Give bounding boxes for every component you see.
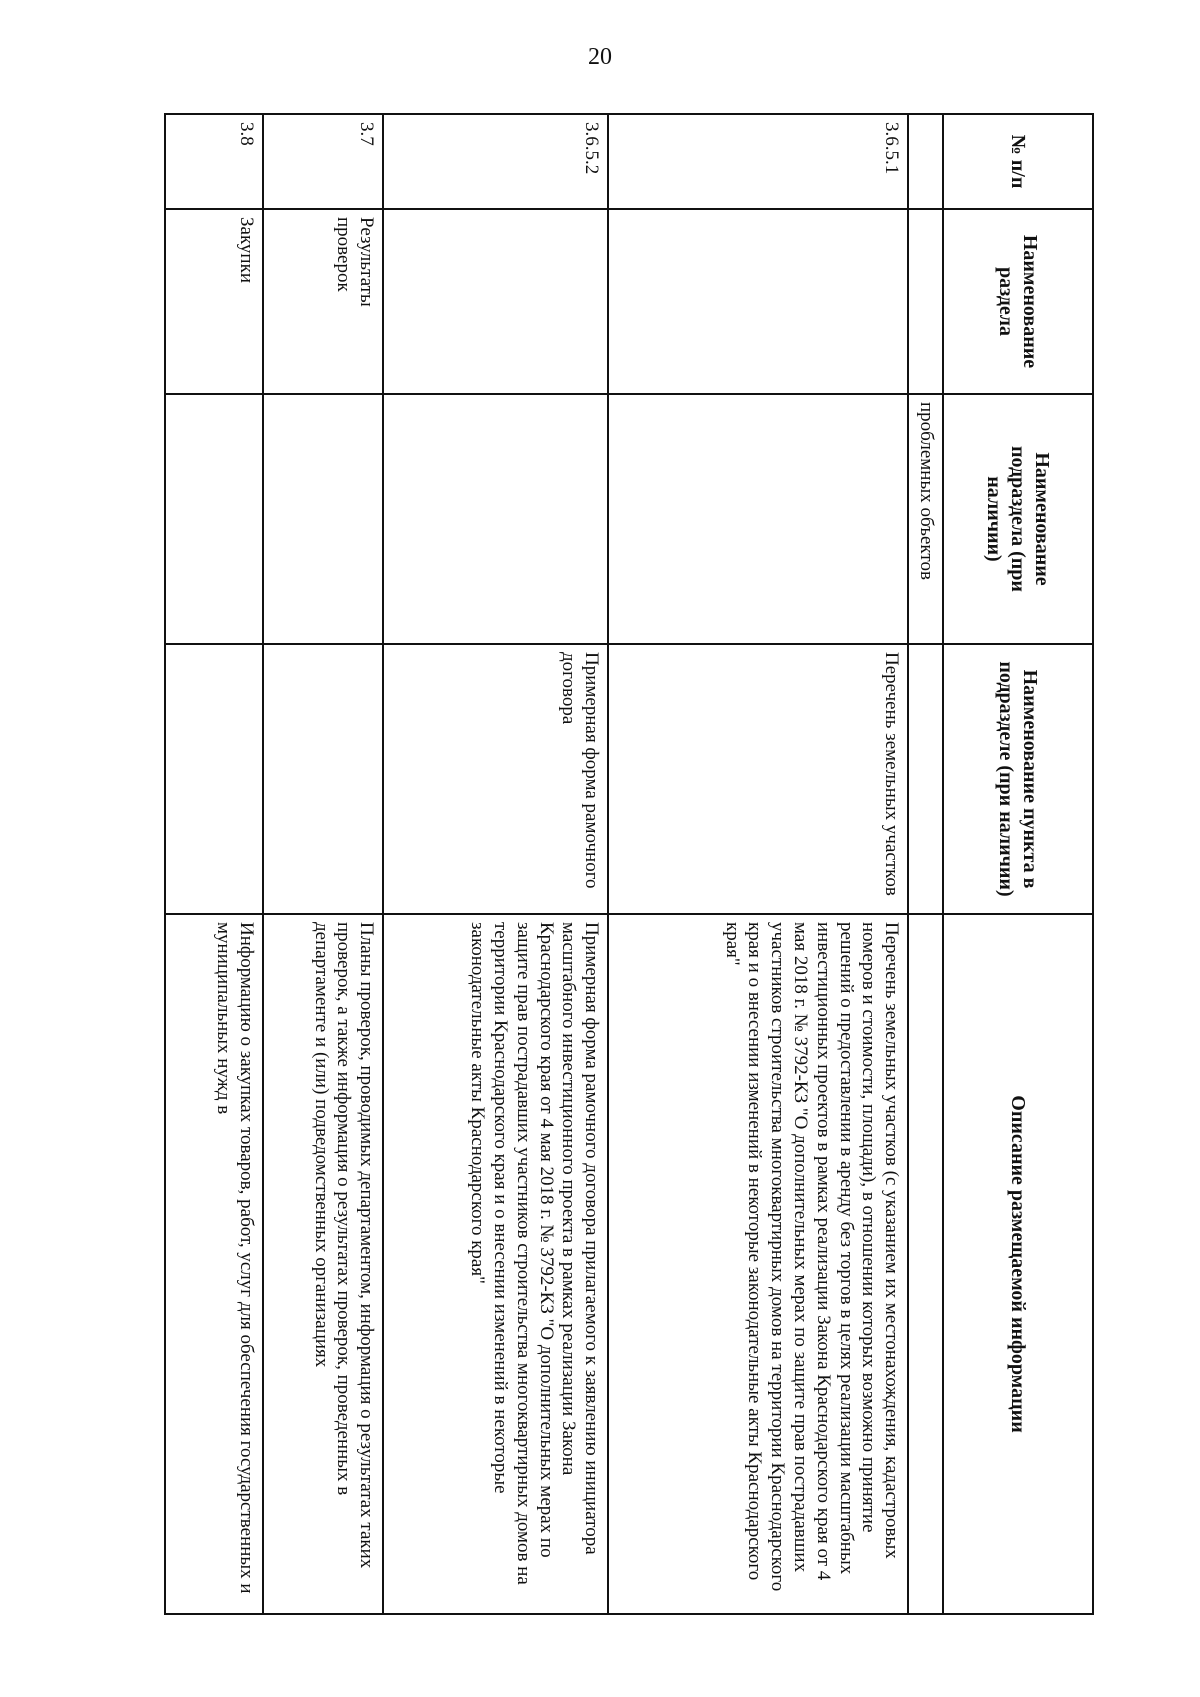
cell-section [383, 209, 608, 394]
header-item: Наименование пункта в подразделе (при наличии) [943, 644, 1093, 914]
cell-description: Планы проверок, проводимых департаментом, информация о результатах таких проверок, а также информация о результатах проверок, проведенных в департаменте и (или) подведомственных организациях [263, 914, 383, 1614]
page-number: 20 [588, 44, 612, 70]
table-header-row [943, 114, 1093, 1614]
table-row [263, 114, 383, 1614]
cell-num: 3.6.5.1 [608, 114, 908, 209]
header-description: Описание размещаемой информации [943, 914, 1093, 1614]
table-row [908, 114, 943, 1614]
information-table [164, 113, 1094, 1615]
cell-subsection [608, 394, 908, 644]
cell-description: Информацию о закупках товаров, работ, услуг для обеспечения государственных и муниципальных нужд в [165, 914, 263, 1614]
header-num: № п/п [943, 114, 1093, 209]
cell-subsection [263, 394, 383, 644]
header-subsection: Наименование подраздела (при наличии) [943, 394, 1093, 644]
header-section: Наименование раздела [943, 209, 1093, 394]
cell-section: Закупки [165, 209, 263, 394]
cell-item [263, 644, 383, 914]
cell-section [608, 209, 908, 394]
cell-num: 3.6.5.2 [383, 114, 608, 209]
rotated-table-wrapper [164, 113, 1094, 1613]
cell-num: 3.7 [263, 114, 383, 209]
table-row [165, 114, 263, 1614]
cell-item [165, 644, 263, 914]
cell-subsection [383, 394, 608, 644]
cell-num: 3.8 [165, 114, 263, 209]
table-row [383, 114, 608, 1614]
table-row [608, 114, 908, 1614]
cell-num [908, 114, 943, 209]
cell-section: Результаты проверок [263, 209, 383, 394]
cell-section [908, 209, 943, 394]
cell-subsection [165, 394, 263, 644]
cell-item: Примерная форма рамочного договора [383, 644, 608, 914]
cell-item: Перечень земельных участков [608, 644, 908, 914]
cell-description: Перечень земельных участков (с указанием их местонахождения, кадастровых номеров и стоимости, площади), в отношении которых возможно принятие решений о предоставлении в аренду без торгов в целях реализации масштабных инвестиционных проектов в рамках реализации Закона Краснодарского края от 4 мая 2018 г. № 3792-КЗ "О дополнительных мерах по защите прав пострадавших участников строительства многоквартирных домов на территории Краснодарского края и о внесении изменений в некоторые законодательные акты Краснодарского края" [608, 914, 908, 1614]
cell-item [908, 644, 943, 914]
cell-subsection: проблемных объектов [908, 394, 943, 644]
cell-description [908, 914, 943, 1614]
cell-description: Примерная форма рамочного договора прилагаемого к заявлению инициатора масштабного инвестиционного проекта в рамках реализации Закона Краснодарского края от 4 мая 2018 г. № 3792-КЗ "О дополнительных мерах по защите прав пострадавших участников строительства многоквартирных домов на территории Краснодарского края и о внесении изменений в некоторые законодательные акты Краснодарского края" [383, 914, 608, 1614]
